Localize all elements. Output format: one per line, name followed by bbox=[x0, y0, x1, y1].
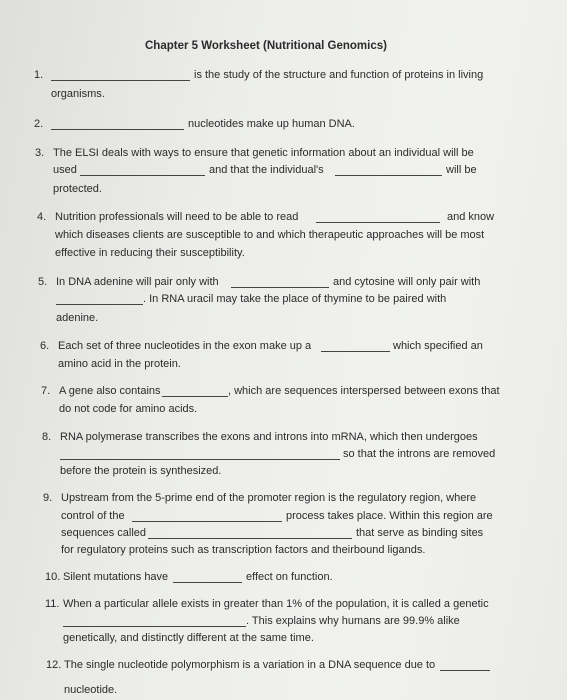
question-1-number: 1. bbox=[34, 69, 44, 81]
q2-answer-blank[interactable] bbox=[51, 129, 184, 130]
q2-text-line1: nucleotides make up human DNA. bbox=[188, 118, 355, 130]
page-title: Chapter 5 Worksheet (Nutritional Genomics) bbox=[145, 40, 387, 52]
q9-text-line3-end: that serve as binding sites bbox=[356, 527, 484, 539]
question-7-number: 7. bbox=[41, 385, 51, 397]
q8-answer-blank[interactable] bbox=[60, 459, 340, 460]
q1-text-line1: is the study of the structure and function of proteins in living bbox=[194, 69, 484, 81]
q7-text-line1: A gene also contains bbox=[59, 385, 161, 397]
q3-text-end: will be bbox=[446, 164, 477, 176]
q5-text-line1: In DNA adenine will pair only with bbox=[56, 276, 219, 288]
question-10-number: 10. bbox=[45, 571, 61, 583]
q12-answer-blank[interactable] bbox=[440, 670, 490, 671]
q10-answer-blank[interactable] bbox=[173, 582, 242, 583]
q11-text-line1: When a particular allele exists in greater than 1% of the population, it is called a genetic bbox=[63, 598, 489, 610]
question-9-number: 9. bbox=[43, 492, 53, 504]
q3-answer-blank-1[interactable] bbox=[80, 175, 205, 176]
q6-text-line2: amino acid in the protein. bbox=[58, 358, 181, 370]
question-3-number: 3. bbox=[35, 147, 45, 159]
question-2-number: 2. bbox=[34, 118, 44, 130]
q11-text-line2: . This explains why humans are 99.9% alike bbox=[246, 615, 460, 627]
q9-answer-blank-1[interactable] bbox=[132, 521, 282, 522]
q9-text-line2: control of the bbox=[61, 510, 125, 522]
q4-answer-blank[interactable] bbox=[316, 222, 440, 223]
q4-text-line1-end: and know bbox=[447, 211, 495, 223]
q12-text-line2: nucleotide. bbox=[64, 684, 118, 696]
q5-text-line3: adenine. bbox=[56, 312, 99, 324]
q9-answer-blank-2[interactable] bbox=[148, 538, 352, 539]
q1-text-line2: organisms. bbox=[51, 88, 105, 100]
question-8-number: 8. bbox=[42, 431, 52, 443]
q8-text-line2: so that the introns are removed bbox=[343, 448, 496, 460]
q8-text-line3: before the protein is synthesized. bbox=[60, 465, 222, 477]
q9-text-line1: Upstream from the 5-prime end of the promoter region is the regulatory region, where bbox=[61, 492, 477, 504]
q12-text-line1: The single nucleotide polymorphism is a variation in a DNA sequence due to bbox=[64, 659, 436, 671]
q7-text-line2: do not code for amino acids. bbox=[59, 403, 198, 415]
q4-text-line3: effective in reducing their susceptibility. bbox=[55, 247, 245, 259]
q3-answer-blank-2[interactable] bbox=[335, 175, 442, 176]
q5-answer-blank-2[interactable] bbox=[56, 304, 143, 305]
q5-text-line1-end: and cytosine will only pair with bbox=[333, 276, 481, 288]
q1-answer-blank[interactable] bbox=[51, 80, 190, 81]
question-12-number: 12. bbox=[46, 659, 62, 671]
q7-text-line1-end: , which are sequences interspersed between exons that bbox=[228, 385, 500, 397]
q4-text-line1: Nutrition professionals will need to be able to read bbox=[55, 211, 299, 223]
q10-text-line1-end: effect on function. bbox=[246, 571, 333, 583]
question-4-number: 4. bbox=[37, 211, 47, 223]
question-6-number: 6. bbox=[40, 340, 50, 352]
q3-text-line1: The ELSI deals with ways to ensure that genetic information about an individual will be bbox=[53, 147, 474, 159]
q3-text-mid: and that the individual's bbox=[209, 164, 324, 176]
question-11-number: 11. bbox=[45, 598, 60, 610]
q9-text-line4: for regulatory proteins such as transcription factors and theirbound ligands. bbox=[61, 544, 426, 556]
q6-text-line1-end: which specified an bbox=[393, 340, 483, 352]
question-5-number: 5. bbox=[38, 276, 48, 288]
q4-text-line2: which diseases clients are susceptible to and which therapeutic approaches will be most bbox=[55, 229, 485, 241]
q10-text-line1: Silent mutations have bbox=[63, 571, 169, 583]
q3-text-used: used bbox=[53, 164, 77, 176]
q9-text-line2-end: process takes place. Within this region are bbox=[286, 510, 493, 522]
q9-text-line3: sequences called bbox=[61, 527, 147, 539]
q11-text-line3: genetically, and distinctly different at the same time. bbox=[63, 632, 314, 644]
q6-answer-blank[interactable] bbox=[321, 351, 390, 352]
q3-text-line3: protected. bbox=[53, 183, 102, 195]
q11-answer-blank[interactable] bbox=[63, 626, 246, 627]
q6-text-line1: Each set of three nucleotides in the exon make up a bbox=[58, 340, 312, 352]
q7-answer-blank[interactable] bbox=[162, 396, 228, 397]
q5-text-line2: . In RNA uracil may take the place of thymine to be paired with bbox=[143, 293, 447, 305]
q5-answer-blank-1[interactable] bbox=[231, 287, 329, 288]
q8-text-line1: RNA polymerase transcribes the exons and introns into mRNA, which then undergoes bbox=[60, 431, 478, 443]
